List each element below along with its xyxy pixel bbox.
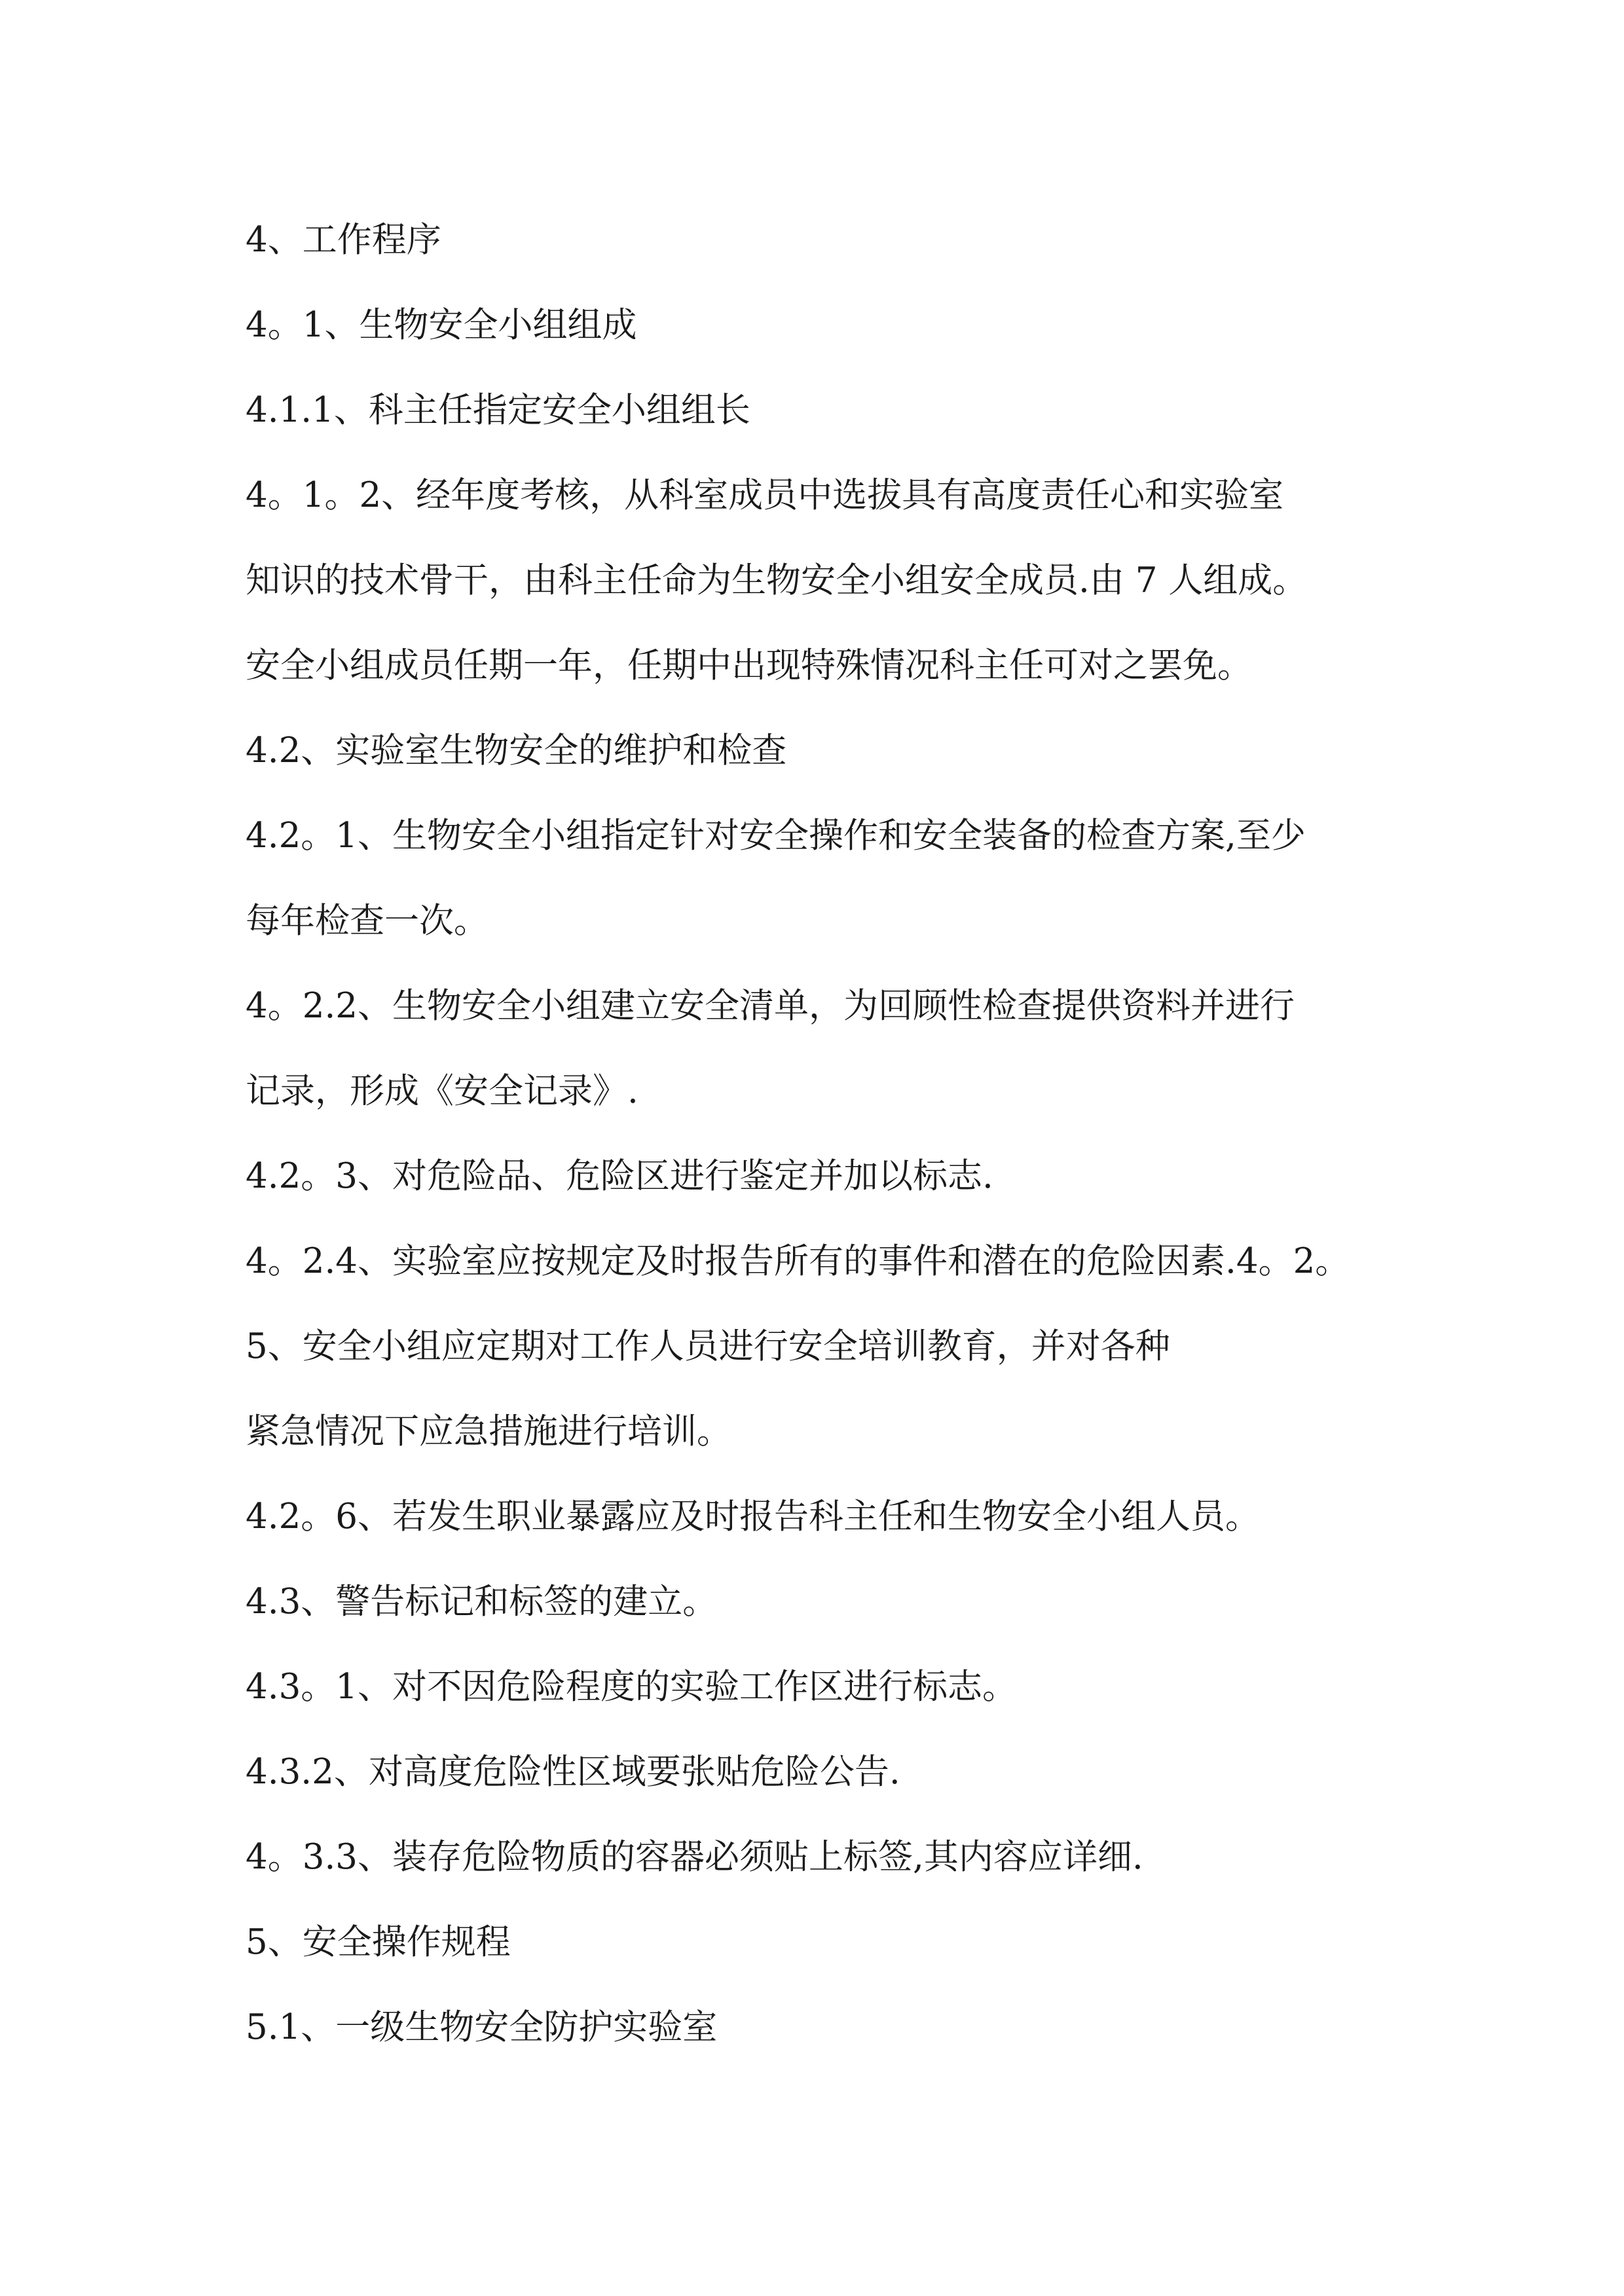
section-4-1: 4。1、生物安全小组组成 bbox=[246, 305, 637, 345]
item-4-2-5-cont: 紧急情况下应急措施进行培训。 bbox=[246, 1412, 731, 1451]
item-4-3-3: 4。3.3、装存危险物质的容器必须贴上标签,其内容应详细. bbox=[246, 1837, 1143, 1877]
item-4-2-5: 5、安全小组应定期对工作人员进行安全培训教育，并对各种 bbox=[246, 1326, 1170, 1366]
item-4-1-2: 4。1。2、经年度考核，从科室成员中选拔具有高度责任心和实验室 bbox=[246, 475, 1284, 515]
item-4-2-2: 4。2.2、生物安全小组建立安全清单，为回顾性检查提供资料并进行 bbox=[246, 986, 1295, 1026]
section-4-3: 4.3、警告标记和标签的建立。 bbox=[246, 1582, 718, 1622]
section-4-2: 4.2、实验室生物安全的维护和检查 bbox=[246, 731, 787, 771]
item-4-3-1: 4.3。1、对不因危险程度的实验工作区进行标志。 bbox=[246, 1667, 1018, 1707]
item-4-2-6: 4.2。6、若发生职业暴露应及时报告科主任和生物安全小组人员。 bbox=[246, 1497, 1261, 1537]
item-4-3-2: 4.3.2、对高度危险性区域要张贴危险公告. bbox=[246, 1752, 900, 1792]
item-4-2-1: 4.2。1、生物安全小组指定针对安全操作和安全装备的检查方案,至少 bbox=[246, 816, 1306, 856]
heading-work-procedure: 4、工作程序 bbox=[246, 220, 441, 260]
section-5-1: 5.1、一级生物安全防护实验室 bbox=[246, 2007, 718, 2047]
item-4-1-2-cont-2: 安全小组成员任期一年，任期中出现特殊情况科主任可对之罢免。 bbox=[246, 646, 1252, 685]
item-4-2-4: 4。2.4、实验室应按规定及时报告所有的事件和潜在的危险因素.4。2。 bbox=[246, 1241, 1350, 1281]
item-4-1-2-cont-1: 知识的技术骨干，由科主任命为生物安全小组安全成员.由 7 人组成。 bbox=[246, 560, 1308, 600]
item-4-2-2-cont: 记录，形成《安全记录》. bbox=[246, 1071, 638, 1111]
item-4-2-1-cont: 每年检查一次。 bbox=[246, 901, 489, 941]
item-4-1-1: 4.1.1、科主任指定安全小组组长 bbox=[246, 390, 750, 430]
item-4-2-3: 4.2。3、对危险品、危险区进行鉴定并加以标志. bbox=[246, 1156, 993, 1196]
heading-safety-procedures: 5、安全操作规程 bbox=[246, 1922, 511, 1962]
